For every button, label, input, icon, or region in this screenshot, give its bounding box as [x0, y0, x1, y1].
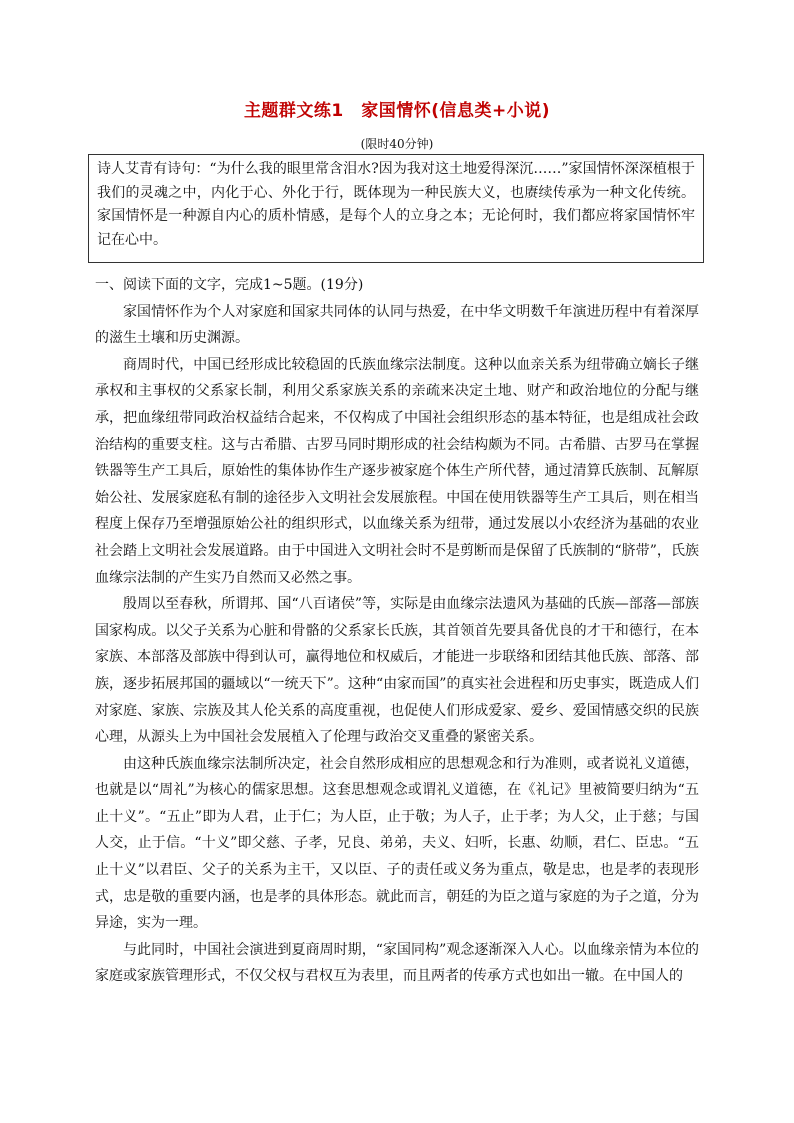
page-title: 主题群文练1 家国情怀(信息类+小说) — [243, 101, 551, 121]
passage-paragraph: 殷周以至春秋，所谓邦、国“八百诸侯”等，实际是由血缘宗法遗风为基础的氏族—部落—部族国家构成。以父子关系为心脏和骨骼的父系家长氏族，其首领首先要具备优良的才干和德行，在本家族、本部落及部族中得到认可，赢得地位和权威后，才能进一步联络和团结其他氏族、部落、部族，逐步拓展邦国的疆域以“一统天下”。这种“由家而国”的真实社会进程和历史事实，既造成人们对家庭、家族、宗族及其人伦关系的高度重视，也促使人们形成爱家、爱乡、爱国情感交织的民族心理，从源头上为中国社会发展植入了伦理与政治交叉重叠的紧密关系。 — [95, 596, 699, 746]
passage-paragraph: 家国情怀作为个人对家庭和国家共同体的认同与热爱，在中华文明数千年演进历程中有着深厚的滋生土壤和历史渊源。 — [95, 303, 699, 347]
passage-paragraph: 商周时代，中国已经形成比较稳固的氏族血缘宗法制度。这种以血亲关系为纽带确立嫡长子继承权和主事权的父系家长制，利用父系家族关系的亲疏来决定土地、财产和政治地位的分配与继承，把血缘纽带同政治权益结合起来，不仅构成了中国社会组织形态的基本特征，也是组成社会政治结构的重要支柱。这与古希腊、古罗马同时期形成的社会结构颇为不同。古希腊、古罗马在掌握铁器等生产工具后，原始性的集体协作生产逐步被家庭个体生产所代替，通过清算氏族制、瓦解原始公社、发展家庭私有制的途径步入文明社会发展旅程。中国在使用铁器等生产工具后，则在相当程度上保存乃至增强原始公社的组织形式，以血缘关系为纽带，通过发展以小农经济为基础的农业社会踏上文明社会发展道路。由于中国进入文明社会时不是剪断而是保留了氏族制的“脐带”，氏族血缘宗法制的产生实乃自然而又必然之事。 — [95, 356, 699, 586]
reading-passage — [95, 272, 699, 990]
passage-paragraph: 由这种氏族血缘宗法制所决定，社会自然形成相应的思想观念和行为准则，或者说礼义道德，也就是以“周礼”为核心的儒家思想。这套思想观念或谓礼义道德，在《礼记》里被简要归纳为“五止十义”。“五止”即为人君，止于仁；为人臣，止于敬；为人子，止于孝；为人父，止于慈；与国人交，止于信。“十义”即父慈、子孝，兄良、弟弟，夫义、妇听，长惠、幼顺，君仁、臣忠。“五止十义”以君臣、父子的关系为主干，又以臣、子的责任或义务为重点，敬是忠，也是孝的表现形式，忠是敬的重要内涵，也是孝的具体形态。就此而言，朝廷的为臣之道与家庭的为子之道，分为异途，实为一理。 — [95, 755, 699, 932]
passage-paragraph: 与此同时，中国社会演进到夏商周时期，“家国同构”观念逐渐深入人心。以血缘亲情为本位的家庭或家族管理形式，不仅父权与君权互为表里，而且两者的传承方式也如出一辙。在中国人的 — [95, 941, 699, 985]
intro-box: 诗人艾青有诗句：“为什么我的眼里常含泪水?因为我对这土地爱得深沉……”家国情怀深深植根于我们的灵魂之中，内化于心、外化于行，既体现为一种民族大义，也赓续传承为一种文化传统。家国情怀是一种源自内心的质朴情感，是每个人的立身之本；无论何时，我们都应将家国情怀牢记在心中。 — [88, 154, 704, 263]
time-limit-note: (限时40分钟) — [360, 137, 434, 151]
question-prompt: 一、阅读下面的文字，完成1~5题。(19分) — [95, 277, 364, 293]
